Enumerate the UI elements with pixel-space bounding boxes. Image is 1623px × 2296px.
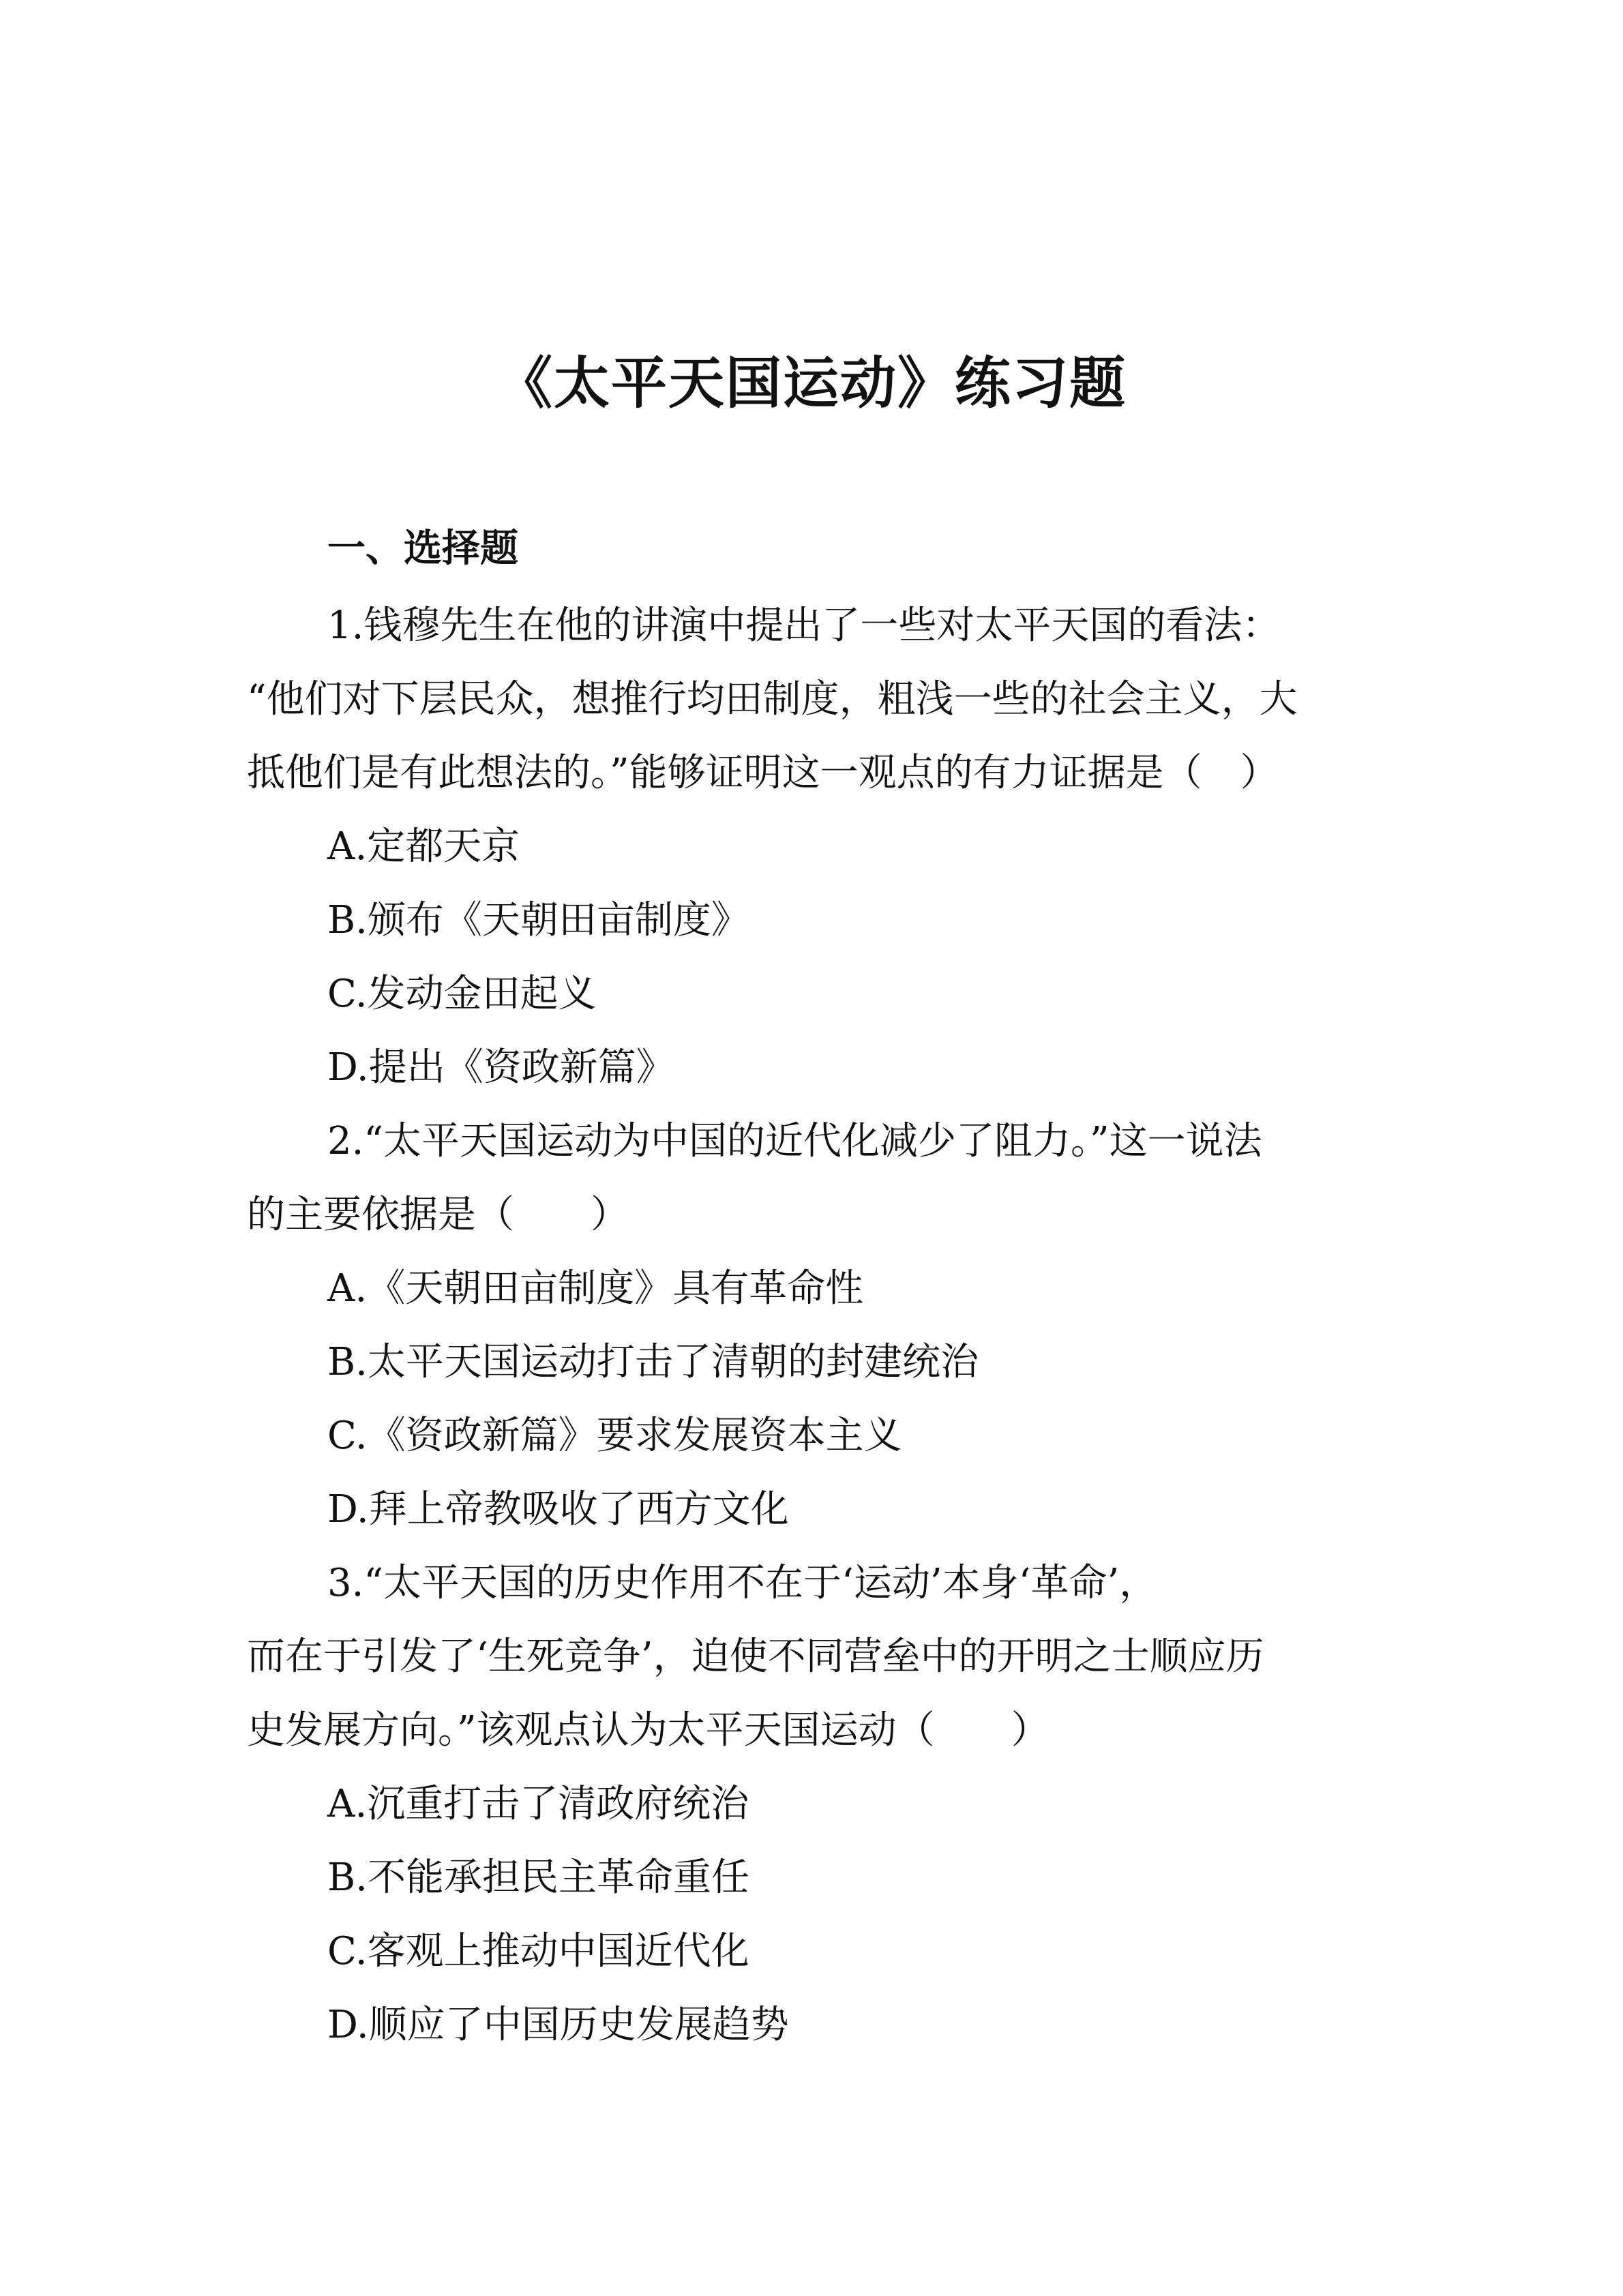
section-heading: 一、选择题 <box>327 526 518 571</box>
question-1-line-3: 抵他们是有此想法的。”能够证明这一观点的有力证据是（ ） <box>247 751 1279 795</box>
question-1-option-b: B.颁布《天朝田亩制度》 <box>327 898 749 942</box>
question-1-line-1: 1.钱穆先生在他的讲演中提出了一些对太平天国的看法： <box>327 603 1281 648</box>
question-2-option-b: B.太平天国运动打击了清朝的封建统治 <box>327 1340 979 1384</box>
question-3-option-d: D.顺应了中国历史发展趋势 <box>327 2003 789 2047</box>
question-3-line-3: 史发展方向。”该观点认为太平天国运动（ ） <box>247 1708 1049 1753</box>
question-2-line-2: 的主要依据是（ ） <box>247 1193 629 1237</box>
question-3-option-b: B.不能承担民主革命重任 <box>327 1855 749 1900</box>
question-2-option-c: C.《资政新篇》要求发展资本主义 <box>327 1414 902 1458</box>
question-1-line-2: “他们对下层民众，想推行均田制度，粗浅一些的社会主义，大 <box>247 677 1298 721</box>
document-title: 《太平天国运动》练习题 <box>496 351 1127 416</box>
question-2-line-1: 2.“太平天国运动为中国的近代化减少了阻力。”这一说法 <box>327 1119 1262 1163</box>
question-1-option-d: D.提出《资政新篇》 <box>327 1045 674 1090</box>
question-3-line-1: 3.“太平天国的历史作用不在于‘运动’本身‘革命’， <box>327 1561 1158 1605</box>
question-1-option-c: C.发动金田起义 <box>327 972 597 1016</box>
question-2-option-a: A.《天朝田亩制度》具有革命性 <box>327 1266 864 1311</box>
question-3-line-2: 而在于引发了‘生死竞争’，迫使不同营垒中的开明之士顺应历 <box>247 1635 1264 1679</box>
question-3-option-c: C.客观上推动中国近代化 <box>327 1929 749 1973</box>
question-3-option-a: A.沉重打击了清政府统治 <box>327 1782 749 1826</box>
question-2-option-d: D.拜上帝教吸收了西方文化 <box>327 1487 789 1532</box>
question-1-option-a: A.定都天京 <box>327 824 520 869</box>
